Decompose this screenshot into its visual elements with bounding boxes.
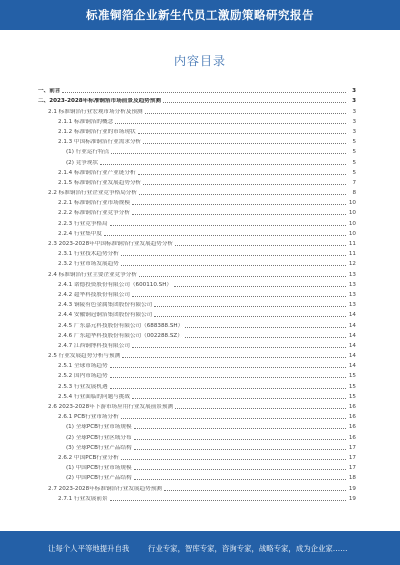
dot-leader bbox=[100, 164, 346, 165]
toc-entry-page: 11 bbox=[348, 251, 356, 258]
dot-leader bbox=[139, 194, 346, 195]
toc-entry-label: 2.5.3 行业发展机遇 bbox=[58, 383, 108, 390]
toc-entry-label: 2.7 2023-2028年标准铜箔行业发展趋势预测 bbox=[48, 485, 162, 492]
dot-leader bbox=[132, 347, 346, 348]
table-of-contents bbox=[38, 85, 356, 503]
toc-entry-label: 2.4.2 超华科技股份有限公司 bbox=[58, 291, 130, 298]
toc-entry bbox=[38, 401, 356, 411]
toc-entry bbox=[38, 411, 356, 421]
dot-leader bbox=[132, 204, 346, 205]
dot-leader bbox=[134, 469, 346, 470]
toc-entry bbox=[38, 146, 356, 156]
dot-leader bbox=[138, 174, 346, 175]
toc-entry-page: 3 bbox=[352, 108, 356, 115]
toc-entry-label: 2.4.6 广东超华科技股份有限公司（002288.SZ） bbox=[58, 332, 183, 339]
toc-entry bbox=[38, 197, 356, 207]
toc-entry-page: 12 bbox=[348, 261, 356, 268]
dot-leader bbox=[143, 184, 346, 185]
dot-leader bbox=[121, 459, 346, 460]
toc-entry bbox=[38, 116, 356, 126]
toc-entry bbox=[38, 238, 356, 248]
dot-leader bbox=[185, 327, 346, 328]
dot-leader bbox=[110, 388, 346, 389]
toc-entry-page: 19 bbox=[348, 495, 356, 502]
toc-entry-page: 3 bbox=[352, 118, 356, 125]
toc-entry-page: 5 bbox=[352, 159, 356, 166]
toc-entry-label: 2.4.3 铜陵有色金属集团股份有限公司 bbox=[58, 302, 153, 309]
dot-leader bbox=[132, 214, 346, 215]
toc-entry-page: 3 bbox=[352, 128, 356, 135]
toc-entry-page: 14 bbox=[348, 332, 356, 339]
dot-leader bbox=[139, 276, 346, 277]
toc-entry-label: 2.2.4 行业集中度 bbox=[58, 230, 102, 237]
dot-leader bbox=[110, 377, 346, 378]
toc-entry-label: 2.3.2 行业市场发展趋势 bbox=[58, 261, 119, 268]
toc-entry-page: 3 bbox=[352, 88, 356, 95]
toc-entry-label: 2.2.3 行业竞争格局 bbox=[58, 220, 108, 227]
dot-leader bbox=[121, 265, 346, 266]
toc-entry-page: 15 bbox=[348, 383, 356, 390]
dot-leader bbox=[115, 123, 346, 124]
toc-entry bbox=[38, 421, 356, 431]
toc-entry bbox=[38, 330, 356, 340]
toc-entry-page: 3 bbox=[352, 98, 356, 105]
toc-entry-page: 13 bbox=[348, 281, 356, 288]
toc-entry bbox=[38, 431, 356, 441]
toc-entry bbox=[38, 136, 356, 146]
toc-entry-label: 2.1.2 标准铜箔行业的市场现状 bbox=[58, 128, 136, 135]
toc-entry-label: (2) 中国PCB行业产品结构 bbox=[66, 475, 132, 482]
toc-entry-label: 2.2.1 标准铜箔行业市场规模 bbox=[58, 200, 130, 207]
toc-entry-page: 11 bbox=[348, 241, 356, 247]
toc-entry-page: 15 bbox=[348, 393, 356, 400]
toc-entry-label: 二、2023-2028年标准铜箔市场前景及趋势预测 bbox=[38, 98, 161, 105]
toc-entry-page: 10 bbox=[348, 200, 356, 207]
dot-leader bbox=[122, 357, 346, 358]
toc-entry-label: 2.6.2 中国PCB行业分析 bbox=[58, 454, 119, 461]
toc-entry bbox=[38, 380, 356, 390]
toc-entry-page: 14 bbox=[348, 312, 356, 319]
toc-entry-label: 一、前言 bbox=[38, 88, 61, 95]
toc-entry-label: (2) 全球PCB行业区域分布 bbox=[66, 434, 132, 441]
toc-entry-page: 17 bbox=[348, 454, 356, 461]
toc-entry-page: 16 bbox=[348, 414, 356, 421]
toc-entry bbox=[38, 177, 356, 187]
toc-entry bbox=[38, 442, 356, 452]
report-header-banner bbox=[0, 0, 400, 30]
toc-entry-page: 8 bbox=[352, 190, 356, 197]
toc-entry bbox=[38, 309, 356, 319]
toc-entry-page: 14 bbox=[348, 322, 356, 329]
toc-entry bbox=[38, 493, 356, 503]
toc-entry bbox=[38, 482, 356, 492]
toc-entry-label: 2.6 2023-2028年下游市场应用行业发展前景预测 bbox=[48, 404, 174, 410]
toc-entry-page: 16 bbox=[348, 434, 356, 441]
toc-entry-label: 2.5 行业发展趋势分析与预测 bbox=[48, 353, 121, 360]
toc-entry bbox=[38, 299, 356, 309]
toc-entry bbox=[38, 360, 356, 370]
toc-entry bbox=[38, 258, 356, 268]
toc-entry-label: 2.5.4 行业面临的问题与挑战 bbox=[58, 393, 130, 400]
toc-entry-page: 19 bbox=[348, 485, 356, 492]
toc-entry bbox=[38, 472, 356, 482]
toc-entry-label: 2.1.4 标准铜箔行业产业链分析 bbox=[58, 169, 136, 176]
dot-leader bbox=[185, 337, 346, 338]
toc-entry-label: 2.4.1 诺德投资股份有限公司（600110.SH） bbox=[58, 281, 173, 288]
toc-entry-page: 16 bbox=[348, 424, 356, 431]
report-title: 标准铜箔企业新生代员工激励策略研究报告 bbox=[86, 8, 314, 22]
dot-leader bbox=[121, 418, 346, 419]
toc-entry bbox=[38, 95, 356, 105]
toc-entry-page: 10 bbox=[348, 230, 356, 237]
toc-entry-label: 2.3.1 行业技术趋势分析 bbox=[58, 251, 119, 258]
dot-leader bbox=[175, 408, 346, 409]
toc-entry bbox=[38, 167, 356, 177]
dot-leader bbox=[111, 153, 346, 154]
dot-leader bbox=[174, 286, 346, 287]
dot-leader bbox=[138, 133, 346, 134]
dot-leader bbox=[132, 398, 346, 399]
toc-entry-page: 13 bbox=[348, 291, 356, 298]
toc-entry-label: 2.4.5 广东嘉元科技股份有限公司（688388.SH） bbox=[58, 322, 184, 329]
toc-entry-label: 2.1.1 标准铜箔的概念 bbox=[58, 118, 114, 125]
toc-entry-label: (3) 全球PCB行业产品结构 bbox=[66, 444, 132, 451]
toc-entry-label: 2.5.1 全球市场趋势 bbox=[58, 363, 108, 370]
toc-entry bbox=[38, 207, 356, 217]
toc-entry-label: 2.1 标准铜箔行业宏观市场分析及预测 bbox=[48, 108, 143, 115]
toc-entry bbox=[38, 350, 356, 360]
dot-leader bbox=[154, 306, 346, 307]
toc-entry-page: 15 bbox=[348, 373, 356, 380]
toc-entry-label: (1) 全球PCB行业市场规模 bbox=[66, 424, 132, 431]
toc-entry bbox=[38, 248, 356, 258]
toc-entry-page: 13 bbox=[348, 271, 356, 278]
toc-entry-page: 17 bbox=[348, 444, 356, 451]
toc-entry-page: 5 bbox=[352, 149, 356, 156]
dot-leader bbox=[134, 449, 346, 450]
dot-leader bbox=[110, 225, 346, 226]
footer-slogan: 让每个人平等地提升自我 bbox=[48, 544, 130, 553]
toc-entry bbox=[38, 156, 356, 166]
toc-entry bbox=[38, 279, 356, 289]
toc-entry-label: 2.4 标准铜箔行业主要企业竞争分析 bbox=[48, 271, 137, 278]
dot-leader bbox=[104, 235, 346, 236]
toc-entry bbox=[38, 319, 356, 329]
toc-entry bbox=[38, 289, 356, 299]
toc-entry-label: 2.1.5 标准铜箔行业发展趋势分析 bbox=[58, 179, 142, 186]
toc-entry bbox=[38, 187, 356, 197]
dot-leader bbox=[110, 500, 346, 501]
toc-heading: 内容目录 bbox=[173, 54, 226, 68]
toc-entry-page: 10 bbox=[348, 210, 356, 217]
toc-entry bbox=[38, 228, 356, 238]
dot-leader bbox=[132, 296, 346, 297]
toc-entry bbox=[38, 85, 356, 95]
toc-entry-page: 5 bbox=[352, 139, 356, 146]
toc-entry-label: (2) 竞争现状 bbox=[66, 159, 99, 166]
toc-entry-label: (1) 行业运行特点 bbox=[66, 149, 110, 156]
toc-entry-page: 16 bbox=[348, 404, 356, 410]
dot-leader bbox=[145, 113, 346, 114]
toc-entry bbox=[38, 462, 356, 472]
toc-entry-page: 17 bbox=[348, 465, 356, 472]
footer-banner bbox=[0, 531, 400, 565]
toc-entry-label: (1) 中国PCB行业市场规模 bbox=[66, 465, 132, 472]
toc-entry bbox=[38, 452, 356, 462]
toc-entry-label: 2.2.2 标准铜箔行业竞争分析 bbox=[58, 210, 130, 217]
dot-leader bbox=[134, 439, 346, 440]
toc-entry bbox=[38, 268, 356, 278]
toc-entry-label: 2.3 2023-2028年中国标准铜箔行业发展趋势分析 bbox=[48, 241, 174, 247]
toc-entry-label: 2.6.1 PCB行业市场分析 bbox=[58, 414, 119, 421]
toc-entry-page: 18 bbox=[348, 475, 356, 482]
toc-entry-page: 7 bbox=[352, 179, 356, 186]
toc-entry bbox=[38, 126, 356, 136]
toc-entry-label: 2.4.7 江西铜博科技有限公司 bbox=[58, 342, 130, 349]
footer-tagline: 行业专家，智库专家，咨询专家，战略专家，成为企业家…… bbox=[148, 544, 348, 553]
toc-entry-label: 2.2 标准铜箔行业企业竞争格局分析 bbox=[48, 190, 137, 197]
toc-entry-page: 14 bbox=[348, 342, 356, 349]
dot-leader bbox=[134, 479, 346, 480]
toc-entry-page: 14 bbox=[348, 353, 356, 360]
toc-entry-page: 5 bbox=[352, 169, 356, 176]
dot-leader bbox=[164, 490, 346, 491]
toc-entry-label: 2.1.3 中国标准铜箔行业需求分析 bbox=[58, 139, 142, 146]
toc-entry-label: 2.4.4 安徽铜冠铜箔集团股份有限公司 bbox=[58, 312, 153, 319]
toc-entry bbox=[38, 391, 356, 401]
toc-entry bbox=[38, 217, 356, 227]
toc-entry bbox=[38, 340, 356, 350]
toc-entry bbox=[38, 105, 356, 115]
dot-leader bbox=[154, 316, 346, 317]
dot-leader bbox=[143, 143, 346, 144]
dot-leader bbox=[62, 92, 346, 93]
dot-leader bbox=[134, 428, 346, 429]
toc-entry-page: 14 bbox=[348, 363, 356, 370]
dot-leader bbox=[121, 255, 346, 256]
toc-entry bbox=[38, 370, 356, 380]
dot-leader bbox=[175, 245, 346, 246]
toc-entry-label: 2.7.1 行业发展前景 bbox=[58, 495, 108, 502]
dot-leader bbox=[163, 102, 346, 103]
toc-entry-label: 2.5.2 国内市场趋势 bbox=[58, 373, 108, 380]
toc-entry-page: 10 bbox=[348, 220, 356, 227]
toc-entry-page: 13 bbox=[348, 302, 356, 309]
dot-leader bbox=[110, 367, 346, 368]
